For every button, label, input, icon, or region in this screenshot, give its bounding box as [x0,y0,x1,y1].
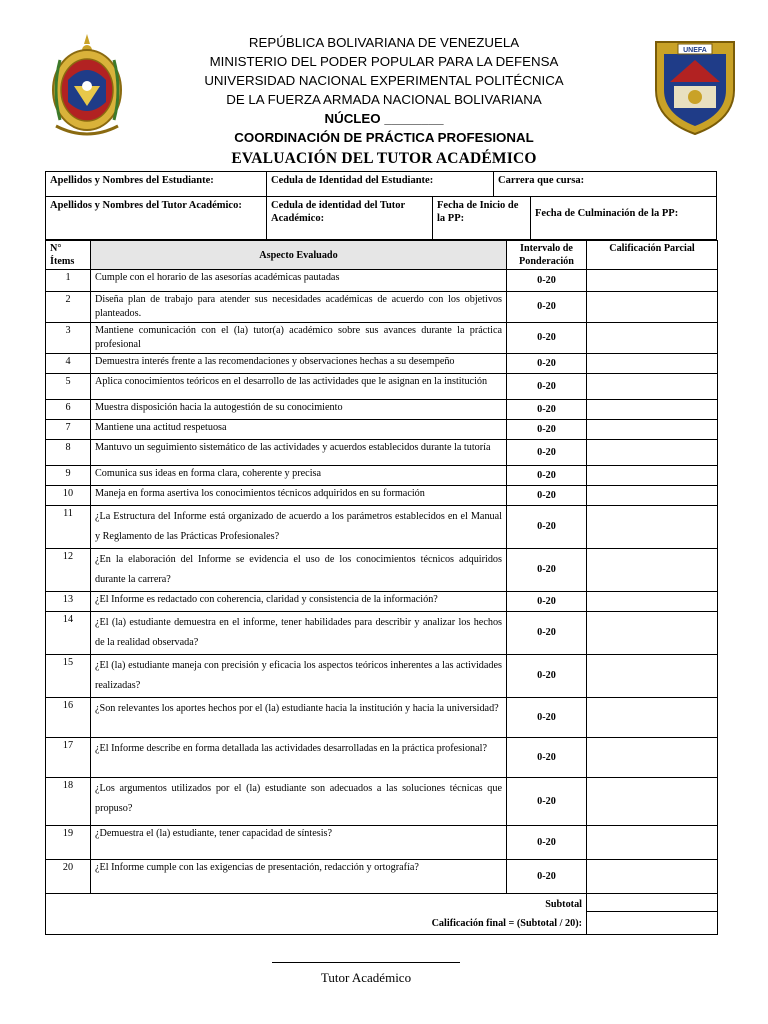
item-interval: 0-20 [507,549,587,592]
item-partial-grade-input[interactable] [587,738,718,778]
student-name-field[interactable]: Apellidos y Nombres del Estudiante: [45,171,267,197]
item-number: 20 [46,860,91,894]
item-partial-grade-input[interactable] [587,612,718,655]
item-number: 19 [46,826,91,860]
item-number: 11 [46,506,91,549]
career-field[interactable]: Carrera que cursa: [493,171,717,197]
tutor-id-field[interactable]: Cedula de identidad del Tutor Académico: [266,196,433,240]
item-number: 18 [46,778,91,826]
table-row [46,826,718,860]
item-number: 2 [46,292,91,323]
item-partial-grade-input[interactable] [587,486,718,506]
item-aspect: Mantiene una actitud respetuosa [91,420,507,440]
table-row [46,292,718,323]
header-line-4: DE LA FUERZA ARMADA NACIONAL BOLIVARIANA [226,92,542,107]
item-interval: 0-20 [507,400,587,420]
item-partial-grade-input[interactable] [587,323,718,354]
item-aspect: ¿Los argumentos utilizados por el (la) estudiante son adecuados a las soluciones técnicas que propuso? [91,778,507,826]
final-grade-label: Calificación final = (Subtotal / 20): [431,918,582,929]
item-partial-grade-input[interactable] [587,778,718,826]
item-partial-grade-input[interactable] [587,698,718,738]
item-aspect: Cumple con el horario de las asesorías académicas pautadas [91,270,507,292]
item-interval: 0-20 [507,420,587,440]
item-interval: 0-20 [507,612,587,655]
item-interval: 0-20 [507,778,587,826]
item-number: 3 [46,323,91,354]
final-grade-input[interactable] [587,911,718,934]
item-number: 5 [46,374,91,400]
item-number: 16 [46,698,91,738]
item-aspect: ¿La Estructura del Informe está organizado de acuerdo a los parámetros establecidos en el Manual y Reglamento de las Prácticas Profesionales? [91,506,507,549]
col-aspect-header: Aspecto Evaluado [91,241,507,270]
item-aspect: Mantiene comunicación con el (la) tutor(a) académico sobre sus avances durante la práctica profesional [91,323,507,354]
header-line-5: NÚCLEO ________ [324,111,444,126]
item-interval: 0-20 [507,466,587,486]
item-partial-grade-input[interactable] [587,549,718,592]
item-partial-grade-input[interactable] [587,400,718,420]
item-interval: 0-20 [507,655,587,698]
table-row [46,506,718,549]
evaluation-rows [46,270,718,894]
item-aspect: Maneja en forma asertiva los conocimientos técnicos adquiridos en su formación [91,486,507,506]
table-row [46,738,718,778]
item-aspect: ¿El (la) estudiante maneja con precisión y eficacia los aspectos teóricos inherentes a las actividades realizadas? [91,655,507,698]
item-interval: 0-20 [507,323,587,354]
item-aspect: ¿En la elaboración del Informe se evidencia el uso de los conocimientos técnicos adquiridos durante la carrera? [91,549,507,592]
col-number-header: N° Ítems [46,241,91,270]
item-partial-grade-input[interactable] [587,354,718,374]
table-row [46,860,718,894]
table-row [46,778,718,826]
item-interval: 0-20 [507,506,587,549]
start-date-field[interactable]: Fecha de Inicio de la PP: [432,196,531,240]
item-aspect: ¿Son relevantes los aportes hechos por el (la) estudiante hacia la institución y hacia la universidad? [91,698,507,738]
page-title: EVALUACIÓN DEL TUTOR ACADÉMICO [231,150,537,167]
signature-line [272,962,460,963]
item-partial-grade-input[interactable] [587,826,718,860]
item-aspect: ¿El Informe es redactado con coherencia, claridad y consistencia de la información? [91,592,507,612]
item-number: 14 [46,612,91,655]
header-line-2: MINISTERIO DEL PODER POPULAR PARA LA DEFENSA [209,54,559,69]
item-aspect: ¿El Informe describe en forma detallada las actividades desarrolladas en la práctica profesional? [91,738,507,778]
table-row [46,655,718,698]
item-number: 1 [46,270,91,292]
student-id-field[interactable]: Cedula de Identidad del Estudiante: [266,171,494,197]
table-row [46,374,718,400]
item-interval: 0-20 [507,826,587,860]
item-aspect: Demuestra interés frente a las recomendaciones y observaciones hechas a su desempeño [91,354,507,374]
item-partial-grade-input[interactable] [587,270,718,292]
item-partial-grade-input[interactable] [587,860,718,894]
table-row [46,323,718,354]
item-interval: 0-20 [507,354,587,374]
item-interval: 0-20 [507,440,587,466]
item-number: 9 [46,466,91,486]
item-partial-grade-input[interactable] [587,292,718,323]
item-aspect: Diseña plan de trabajo para atender sus necesidades académicas de acuerdo con los objetivos planteados. [91,292,507,323]
item-interval: 0-20 [507,292,587,323]
item-number: 8 [46,440,91,466]
table-row [46,420,718,440]
item-aspect: Comunica sus ideas en forma clara, coherente y precisa [91,466,507,486]
table-row [46,612,718,655]
item-number: 6 [46,400,91,420]
item-aspect: Aplica conocimientos teóricos en el desarrollo de las actividades que le asignan en la institución [91,374,507,400]
item-aspect: Muestra disposición hacia la autogestión de su conocimiento [91,400,507,420]
item-number: 7 [46,420,91,440]
item-partial-grade-input[interactable] [587,655,718,698]
table-row [46,270,718,292]
table-row [46,400,718,420]
totals-label-cell [46,894,587,935]
item-number: 17 [46,738,91,778]
item-interval: 0-20 [507,698,587,738]
item-partial-grade-input[interactable] [587,506,718,549]
item-aspect: ¿El (la) estudiante demuestra en el informe, tener habilidades para describir y analizar los hechos de la realidad observada? [91,612,507,655]
end-date-field[interactable]: Fecha de Culminación de la PP: [530,196,717,240]
col-partial-header: Calificación Parcial [587,241,718,270]
item-number: 12 [46,549,91,592]
item-interval: 0-20 [507,270,587,292]
table-row [46,486,718,506]
unefa-label: UNEFA [683,47,707,54]
item-aspect: ¿Demuestra el (la) estudiante, tener capacidad de síntesis? [91,826,507,860]
item-partial-grade-input[interactable] [587,440,718,466]
header-line-1: REPÚBLICA BOLIVARIANA DE VENEZUELA [248,35,520,50]
item-interval: 0-20 [507,374,587,400]
tutor-name-field[interactable]: Apellidos y Nombres del Tutor Académico: [45,196,267,240]
table-row [46,592,718,612]
col-interval-header: Intervalo de Ponderación [507,241,587,270]
item-number: 15 [46,655,91,698]
item-aspect: Mantuvo un seguimiento sistemático de las actividades y acuerdos establecidos durante la tutoría [91,440,507,466]
table-row [46,698,718,738]
header-line-3: UNIVERSIDAD NACIONAL EXPERIMENTAL POLITÉCNICA [204,73,564,88]
item-number: 4 [46,354,91,374]
header-line-6: COORDINACIÓN DE PRÁCTICA PROFESIONAL [234,130,534,145]
table-row [46,354,718,374]
subtotal-label: Subtotal [545,899,582,910]
item-interval: 0-20 [507,486,587,506]
item-partial-grade-input[interactable] [587,420,718,440]
item-interval: 0-20 [507,592,587,612]
subtotal-input[interactable] [587,894,718,912]
institution-header [0,33,768,147]
item-number: 10 [46,486,91,506]
item-interval: 0-20 [507,738,587,778]
item-aspect: ¿El Informe cumple con las exigencias de presentación, redacción y ortografía? [91,860,507,894]
table-row [46,466,718,486]
item-partial-grade-input[interactable] [587,592,718,612]
item-partial-grade-input[interactable] [587,466,718,486]
table-row [46,549,718,592]
evaluation-table [45,240,718,935]
item-interval: 0-20 [507,860,587,894]
table-row [46,440,718,466]
item-number: 13 [46,592,91,612]
signature-label: Tutor Académico [320,970,412,985]
item-partial-grade-input[interactable] [587,374,718,400]
